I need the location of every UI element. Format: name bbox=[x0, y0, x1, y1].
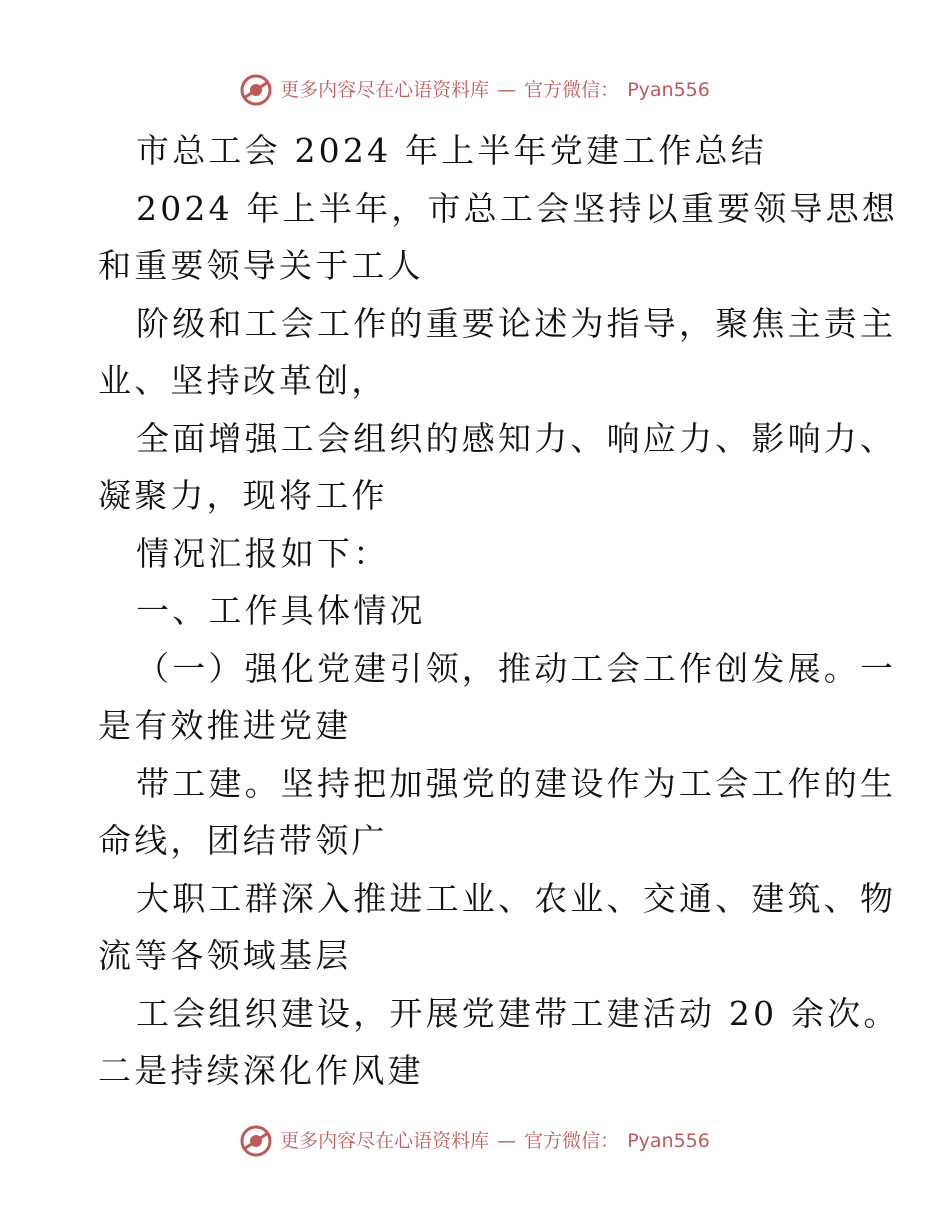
paragraph-line: 阶级和工会工作的重要论述为指导，聚焦主责主 bbox=[136, 303, 897, 343]
paragraph-line: 带工建。坚持把加强党的建设作为工会工作的生 bbox=[136, 763, 897, 803]
watermark-wechat-id: Pyan556 bbox=[627, 1130, 710, 1152]
document-title: 市总工会 2024 年上半年党建工作总结 bbox=[136, 131, 767, 170]
paragraph-line: 是有效推进党建 bbox=[98, 706, 352, 745]
paragraph-line: 命线，团结带领广 bbox=[98, 821, 388, 860]
paragraph-line: 2024 年上半年，市总工会坚持以重要领导思想 bbox=[136, 188, 899, 228]
watermark-brand-text: 更多内容尽在心语资料库 bbox=[280, 1130, 490, 1152]
subsection-heading: （一）强化党建引领，推动工会工作创发展。一 bbox=[136, 648, 897, 688]
watermark-brand-text: 更多内容尽在心语资料库 bbox=[280, 79, 490, 101]
brand-logo-icon bbox=[240, 74, 272, 106]
watermark-separator: — bbox=[497, 1130, 517, 1152]
paragraph-line: 凝聚力，现将工作 bbox=[98, 476, 388, 515]
document-body bbox=[98, 122, 900, 1100]
paragraph-line: 和重要领导关于工人 bbox=[98, 246, 424, 285]
paragraph-line: 大职工群深入推进工业、农业、交通、建筑、物 bbox=[136, 878, 897, 918]
section-heading: 一、工作具体情况 bbox=[136, 591, 426, 630]
watermark-wechat-id: Pyan556 bbox=[627, 79, 710, 101]
paragraph-line: 流等各领域基层 bbox=[98, 936, 352, 975]
paragraph-line: 工会组织建设，开展党建带工建活动 20 余次。 bbox=[136, 993, 900, 1033]
paragraph-line: 业、坚持改革创， bbox=[98, 361, 388, 400]
paragraph-line: 全面增强工会组织的感知力、响应力、影响力、 bbox=[136, 418, 897, 458]
paragraph-line: 二是持续深化作风建 bbox=[98, 1051, 424, 1090]
watermark-separator: — bbox=[497, 79, 517, 101]
paragraph-line: 情况汇报如下： bbox=[136, 533, 390, 573]
header-watermark bbox=[0, 73, 950, 107]
brand-logo-icon bbox=[240, 1125, 272, 1157]
watermark-wechat-label: 官方微信： bbox=[524, 1130, 620, 1152]
footer-watermark bbox=[0, 1124, 950, 1158]
watermark-wechat-label: 官方微信： bbox=[524, 79, 620, 101]
